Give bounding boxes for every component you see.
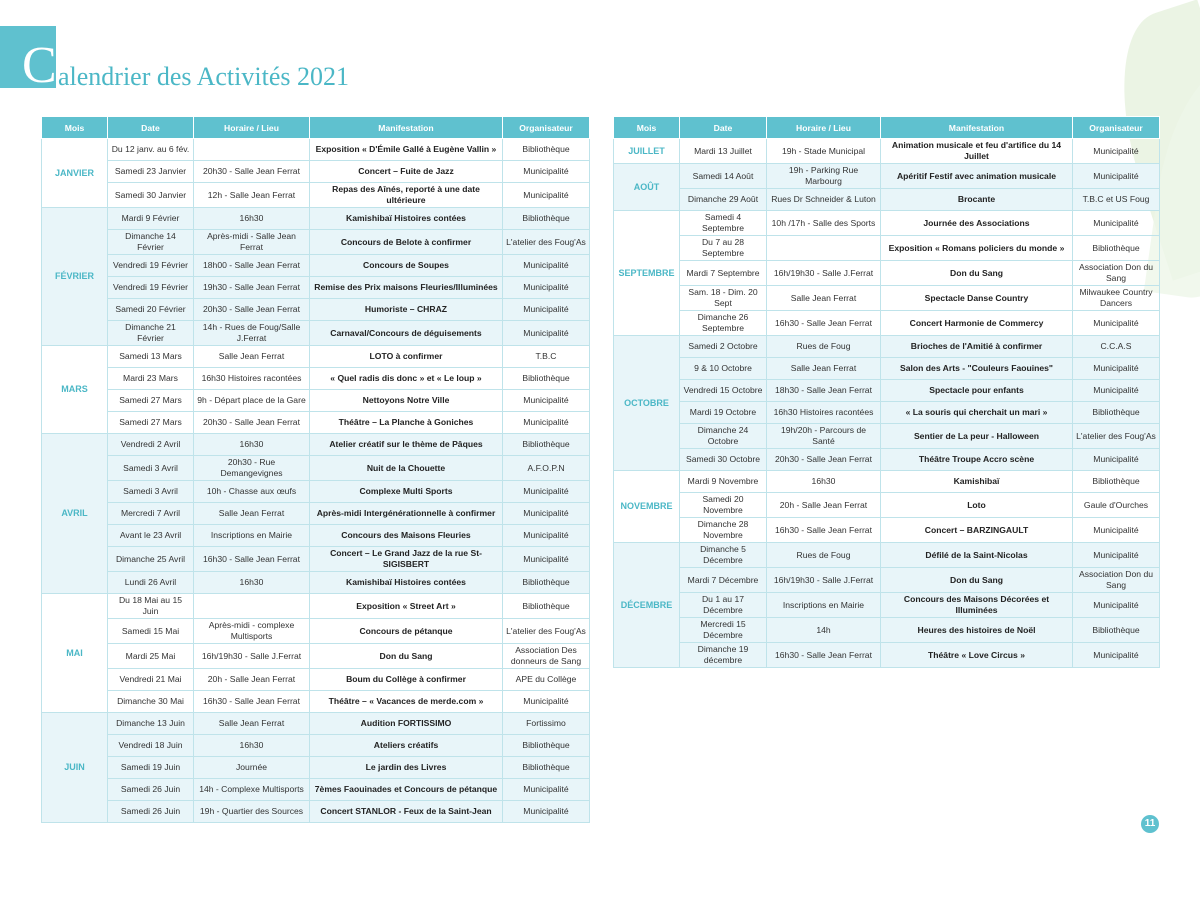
table-row (614, 618, 1160, 643)
calendar-table-right (613, 116, 1160, 668)
time-place-cell: 20h30 - Salle Jean Ferrat (194, 161, 310, 183)
table-row (42, 735, 590, 757)
time-place-cell: Salle Jean Ferrat (767, 286, 881, 311)
date-cell: Vendredi 18 Juin (108, 735, 194, 757)
event-cell: Exposition « D'Émile Gallé à Eugène Vallin » (310, 139, 503, 161)
header-date: Date (108, 117, 194, 139)
header-time-place: Horaire / Lieu (767, 117, 881, 139)
table-row (614, 568, 1160, 593)
date-cell: Mardi 7 Décembre (680, 568, 767, 593)
table-row (42, 299, 590, 321)
table-row (614, 543, 1160, 568)
table-row (614, 402, 1160, 424)
table-row (614, 139, 1160, 164)
date-cell: Samedi 4 Septembre (680, 211, 767, 236)
time-place-cell: 16h30 Histoires racontées (194, 368, 310, 390)
event-cell: Kamishibaï Histoires contées (310, 208, 503, 230)
event-cell: Concours de Belote à confirmer (310, 230, 503, 255)
organizer-cell: T.B.C et US Foug (1073, 189, 1160, 211)
table-row (614, 643, 1160, 668)
date-cell: Samedi 19 Juin (108, 757, 194, 779)
time-place-cell: 10h - Chasse aux œufs (194, 481, 310, 503)
table-row (614, 286, 1160, 311)
time-place-cell: 18h00 - Salle Jean Ferrat (194, 255, 310, 277)
table-row (42, 139, 590, 161)
table-row (42, 713, 590, 735)
event-cell: « La souris qui cherchait un mari » (881, 402, 1073, 424)
organizer-cell: Municipalité (503, 277, 590, 299)
time-place-cell: 14h - Complexe Multisports (194, 779, 310, 801)
month-label: MAI (42, 594, 108, 713)
organizer-cell: Bibliothèque (1073, 236, 1160, 261)
event-cell: Loto (881, 493, 1073, 518)
organizer-cell: Bibliothèque (1073, 402, 1160, 424)
event-cell: Kamishibaï Histoires contées (310, 572, 503, 594)
time-place-cell: 19h - Stade Municipal (767, 139, 881, 164)
date-cell: Dimanche 19 décembre (680, 643, 767, 668)
organizer-cell: Municipalité (503, 183, 590, 208)
month-label: JANVIER (42, 139, 108, 208)
header-time-place: Horaire / Lieu (194, 117, 310, 139)
organizer-cell: Municipalité (1073, 380, 1160, 402)
table-row (42, 481, 590, 503)
date-cell: Du 18 Mai au 15 Juin (108, 594, 194, 619)
header-event: Manifestation (310, 117, 503, 139)
organizer-cell: Bibliothèque (503, 434, 590, 456)
organizer-cell: T.B.C (503, 346, 590, 368)
organizer-cell: L'atelier des Foug'As (1073, 424, 1160, 449)
table-row (42, 547, 590, 572)
event-cell: Carnaval/Concours de déguisements (310, 321, 503, 346)
organizer-cell: Municipalité (503, 503, 590, 525)
time-place-cell: Salle Jean Ferrat (194, 713, 310, 735)
event-cell: Théâtre – « Vacances de merde.com » (310, 691, 503, 713)
title-initial: C (22, 37, 57, 94)
event-cell: Don du Sang (881, 568, 1073, 593)
organizer-cell: Bibliothèque (1073, 618, 1160, 643)
table-row (614, 493, 1160, 518)
table-row (614, 164, 1160, 189)
organizer-cell: Association Don du Sang (1073, 568, 1160, 593)
time-place-cell: 16h30 Histoires racontées (767, 402, 881, 424)
organizer-cell: Municipalité (503, 255, 590, 277)
table-row (614, 261, 1160, 286)
organizer-cell: Municipalité (1073, 311, 1160, 336)
date-cell: Du 12 janv. au 6 fév. (108, 139, 194, 161)
event-cell: « Quel radis dis donc » et « Le loup » (310, 368, 503, 390)
table-row (614, 424, 1160, 449)
table-row (42, 619, 590, 644)
table-row (614, 471, 1160, 493)
time-place-cell: Rues Dr Schneider & Luton (767, 189, 881, 211)
table-row (42, 691, 590, 713)
table-row (42, 594, 590, 619)
event-cell: Kamishibaï (881, 471, 1073, 493)
organizer-cell: Municipalité (1073, 449, 1160, 471)
event-cell: Concert – Le Grand Jazz de la rue St-SIGISBERT (310, 547, 503, 572)
time-place-cell: 14h - Rues de Foug/Salle J.Ferrat (194, 321, 310, 346)
organizer-cell: Bibliothèque (503, 735, 590, 757)
event-cell: Nuit de la Chouette (310, 456, 503, 481)
time-place-cell: Salle Jean Ferrat (194, 503, 310, 525)
organizer-cell: Municipalité (503, 299, 590, 321)
date-cell: Vendredi 15 Octobre (680, 380, 767, 402)
event-cell: Ateliers créatifs (310, 735, 503, 757)
organizer-cell: Bibliothèque (503, 368, 590, 390)
organizer-cell: C.C.A.S (1073, 336, 1160, 358)
date-cell: Dimanche 30 Mai (108, 691, 194, 713)
date-cell: Mardi 25 Mai (108, 644, 194, 669)
table-row (42, 503, 590, 525)
date-cell: Avant le 23 Avril (108, 525, 194, 547)
organizer-cell: Municipalité (503, 481, 590, 503)
organizer-cell: Fortissimo (503, 713, 590, 735)
time-place-cell: 16h30 - Salle Jean Ferrat (767, 311, 881, 336)
event-cell: 7èmes Faouinades et Concours de pétanque (310, 779, 503, 801)
table-row (614, 336, 1160, 358)
event-cell: Salon des Arts - "Couleurs Faouines" (881, 358, 1073, 380)
organizer-cell: Municipalité (1073, 518, 1160, 543)
date-cell: Lundi 26 Avril (108, 572, 194, 594)
table-row (42, 801, 590, 823)
date-cell: Dimanche 5 Décembre (680, 543, 767, 568)
event-cell: Théâtre Troupe Accro scène (881, 449, 1073, 471)
time-place-cell: 16h/19h30 - Salle J.Ferrat (194, 644, 310, 669)
date-cell: Dimanche 29 Août (680, 189, 767, 211)
event-cell: Brocante (881, 189, 1073, 211)
organizer-cell: Municipalité (503, 321, 590, 346)
time-place-cell: 20h - Salle Jean Ferrat (767, 493, 881, 518)
table-row (42, 346, 590, 368)
organizer-cell: A.F.O.P.N (503, 456, 590, 481)
organizer-cell: Municipalité (1073, 593, 1160, 618)
event-cell: Le jardin des Livres (310, 757, 503, 779)
event-cell: Après-midi Intergénérationnelle à confirmer (310, 503, 503, 525)
event-cell: Spectacle pour enfants (881, 380, 1073, 402)
time-place-cell: 16h30 - Salle Jean Ferrat (767, 643, 881, 668)
time-place-cell: 20h30 - Salle Jean Ferrat (767, 449, 881, 471)
table-row (42, 669, 590, 691)
date-cell: Mardi 9 Février (108, 208, 194, 230)
date-cell: Samedi 23 Janvier (108, 161, 194, 183)
organizer-cell: Bibliothèque (503, 572, 590, 594)
date-cell: Vendredi 21 Mai (108, 669, 194, 691)
date-cell: Sam. 18 - Dim. 20 Sept (680, 286, 767, 311)
date-cell: Mardi 13 Juillet (680, 139, 767, 164)
title-text: alendrier des Activités 2021 (58, 62, 349, 91)
organizer-cell: Municipalité (503, 161, 590, 183)
event-cell: Heures des histoires de Noël (881, 618, 1073, 643)
event-cell: Spectacle Danse Country (881, 286, 1073, 311)
event-cell: Remise des Prix maisons Fleuries/Illuminées (310, 277, 503, 299)
date-cell: Samedi 15 Mai (108, 619, 194, 644)
date-cell: Mercredi 15 Décembre (680, 618, 767, 643)
organizer-cell: Municipalité (1073, 164, 1160, 189)
organizer-cell: Bibliothèque (503, 208, 590, 230)
date-cell: Samedi 3 Avril (108, 481, 194, 503)
event-cell: Théâtre « Love Circus » (881, 643, 1073, 668)
organizer-cell: Gaule d'Ourches (1073, 493, 1160, 518)
time-place-cell: Salle Jean Ferrat (194, 346, 310, 368)
date-cell: Mardi 9 Novembre (680, 471, 767, 493)
organizer-cell: L'atelier des Foug'As (503, 230, 590, 255)
month-label: SEPTEMBRE (614, 211, 680, 336)
event-cell: Concert – BARZINGAULT (881, 518, 1073, 543)
event-cell: Repas des Aînés, reporté à une date ultérieure (310, 183, 503, 208)
organizer-cell: Bibliothèque (503, 139, 590, 161)
time-place-cell: 14h (767, 618, 881, 643)
organizer-cell: Municipalité (503, 390, 590, 412)
time-place-cell: Rues de Foug (767, 336, 881, 358)
organizer-cell: Municipalité (503, 691, 590, 713)
time-place-cell: 16h30 - Salle Jean Ferrat (194, 691, 310, 713)
event-cell: Journée des Associations (881, 211, 1073, 236)
time-place-cell: 16h30 - Salle Jean Ferrat (767, 518, 881, 543)
organizer-cell: L'atelier des Foug'As (503, 619, 590, 644)
time-place-cell: 16h30 (194, 572, 310, 594)
table-row (42, 456, 590, 481)
month-label: JUILLET (614, 139, 680, 164)
event-cell: Don du Sang (310, 644, 503, 669)
table-row (614, 236, 1160, 261)
event-cell: Concours de pétanque (310, 619, 503, 644)
month-label: MARS (42, 346, 108, 434)
time-place-cell: 16h30 (767, 471, 881, 493)
date-cell: Samedi 2 Octobre (680, 336, 767, 358)
time-place-cell (194, 594, 310, 619)
organizer-cell: Association Des donneurs de Sang (503, 644, 590, 669)
header-date: Date (680, 117, 767, 139)
table-header-row (614, 117, 1160, 139)
organizer-cell: Municipalité (1073, 139, 1160, 164)
date-cell: Samedi 14 Août (680, 164, 767, 189)
time-place-cell: 20h30 - Rue Demangevignes (194, 456, 310, 481)
table-row (42, 368, 590, 390)
table-row (614, 449, 1160, 471)
table-row (614, 593, 1160, 618)
organizer-cell: Municipalité (1073, 543, 1160, 568)
organizer-cell: Municipalité (503, 412, 590, 434)
time-place-cell: 19h/20h - Parcours de Santé (767, 424, 881, 449)
event-cell: Exposition « Street Art » (310, 594, 503, 619)
date-cell: Samedi 27 Mars (108, 390, 194, 412)
organizer-cell: Municipalité (1073, 643, 1160, 668)
table-header-row (42, 117, 590, 139)
time-place-cell: 16h30 (194, 735, 310, 757)
month-label: DÉCEMBRE (614, 543, 680, 668)
header-month: Mois (42, 117, 108, 139)
month-label: OCTOBRE (614, 336, 680, 471)
table-row (42, 572, 590, 594)
date-cell: 9 & 10 Octobre (680, 358, 767, 380)
date-cell: Vendredi 19 Février (108, 255, 194, 277)
header-event: Manifestation (881, 117, 1073, 139)
event-cell: Boum du Collège à confirmer (310, 669, 503, 691)
date-cell: Vendredi 2 Avril (108, 434, 194, 456)
date-cell: Samedi 3 Avril (108, 456, 194, 481)
time-place-cell: 10h /17h - Salle des Sports (767, 211, 881, 236)
time-place-cell: Après-midi - Salle Jean Ferrat (194, 230, 310, 255)
date-cell: Mardi 23 Mars (108, 368, 194, 390)
organizer-cell: Milwaukee Country Dancers (1073, 286, 1160, 311)
table-row (614, 358, 1160, 380)
table-row (42, 644, 590, 669)
time-place-cell (767, 236, 881, 261)
table-row (42, 525, 590, 547)
event-cell: Brioches de l'Amitié à confirmer (881, 336, 1073, 358)
date-cell: Vendredi 19 Février (108, 277, 194, 299)
organizer-cell: Association Don du Sang (1073, 261, 1160, 286)
organizer-cell: Municipalité (503, 779, 590, 801)
calendar-table-left (41, 116, 590, 823)
time-place-cell: Journée (194, 757, 310, 779)
date-cell: Du 7 au 28 Septembre (680, 236, 767, 261)
organizer-cell: Municipalité (1073, 211, 1160, 236)
event-cell: Nettoyons Notre Ville (310, 390, 503, 412)
event-cell: Concert – Fuite de Jazz (310, 161, 503, 183)
table-row (42, 779, 590, 801)
date-cell: Du 1 au 17 Décembre (680, 593, 767, 618)
event-cell: Concours de Soupes (310, 255, 503, 277)
event-cell: Concours des Maisons Décorées et Illuminées (881, 593, 1073, 618)
time-place-cell: 19h30 - Salle Jean Ferrat (194, 277, 310, 299)
date-cell: Dimanche 14 Février (108, 230, 194, 255)
date-cell: Samedi 20 Novembre (680, 493, 767, 518)
time-place-cell: 16h30 (194, 208, 310, 230)
time-place-cell: 20h30 - Salle Jean Ferrat (194, 412, 310, 434)
event-cell: Atelier créatif sur le thème de Pâques (310, 434, 503, 456)
table-row (614, 311, 1160, 336)
time-place-cell: Après-midi - complexe Multisports (194, 619, 310, 644)
table-row (42, 757, 590, 779)
date-cell: Mercredi 7 Avril (108, 503, 194, 525)
month-label: NOVEMBRE (614, 471, 680, 543)
organizer-cell: Municipalité (503, 801, 590, 823)
event-cell: Sentier de La peur - Halloween (881, 424, 1073, 449)
event-cell: LOTO à confirmer (310, 346, 503, 368)
organizer-cell: Bibliothèque (503, 757, 590, 779)
date-cell: Dimanche 28 Novembre (680, 518, 767, 543)
table-row (42, 434, 590, 456)
time-place-cell: Inscriptions en Mairie (767, 593, 881, 618)
time-place-cell: 16h/19h30 - Salle J.Ferrat (767, 261, 881, 286)
time-place-cell: 19h - Quartier des Sources (194, 801, 310, 823)
date-cell: Samedi 20 Février (108, 299, 194, 321)
time-place-cell: Rues de Foug (767, 543, 881, 568)
time-place-cell (194, 139, 310, 161)
date-cell: Mardi 19 Octobre (680, 402, 767, 424)
organizer-cell: APE du Collège (503, 669, 590, 691)
event-cell: Concert Harmonie de Commercy (881, 311, 1073, 336)
month-label: AOÛT (614, 164, 680, 211)
table-row (42, 390, 590, 412)
event-cell: Exposition « Romans policiers du monde » (881, 236, 1073, 261)
date-cell: Dimanche 25 Avril (108, 547, 194, 572)
table-row (614, 518, 1160, 543)
page-number: 11 (1141, 815, 1159, 833)
time-place-cell: 16h30 (194, 434, 310, 456)
event-cell: Théâtre – La Planche à Goniches (310, 412, 503, 434)
month-label: AVRIL (42, 434, 108, 594)
time-place-cell: 16h30 - Salle Jean Ferrat (194, 547, 310, 572)
event-cell: Apéritif Festif avec animation musicale (881, 164, 1073, 189)
table-row (42, 255, 590, 277)
table-row (42, 208, 590, 230)
time-place-cell: Salle Jean Ferrat (767, 358, 881, 380)
table-row (42, 183, 590, 208)
organizer-cell: Municipalité (503, 547, 590, 572)
event-cell: Audition FORTISSIMO (310, 713, 503, 735)
table-row (42, 277, 590, 299)
event-cell: Don du Sang (881, 261, 1073, 286)
event-cell: Concours des Maisons Fleuries (310, 525, 503, 547)
date-cell: Dimanche 13 Juin (108, 713, 194, 735)
time-place-cell: Inscriptions en Mairie (194, 525, 310, 547)
table-row (614, 380, 1160, 402)
date-cell: Samedi 13 Mars (108, 346, 194, 368)
header-month: Mois (614, 117, 680, 139)
date-cell: Samedi 26 Juin (108, 801, 194, 823)
time-place-cell: 12h - Salle Jean Ferrat (194, 183, 310, 208)
month-label: JUIN (42, 713, 108, 823)
time-place-cell: 19h - Parking Rue Marbourg (767, 164, 881, 189)
table-row (42, 230, 590, 255)
time-place-cell: 20h - Salle Jean Ferrat (194, 669, 310, 691)
time-place-cell: 16h/19h30 - Salle J.Ferrat (767, 568, 881, 593)
date-cell: Dimanche 26 Septembre (680, 311, 767, 336)
time-place-cell: 9h - Départ place de la Gare (194, 390, 310, 412)
event-cell: Complexe Multi Sports (310, 481, 503, 503)
table-row (614, 189, 1160, 211)
organizer-cell: Municipalité (1073, 358, 1160, 380)
date-cell: Samedi 27 Mars (108, 412, 194, 434)
header-organizer: Organisateur (503, 117, 590, 139)
table-row (42, 161, 590, 183)
event-cell: Concert STANLOR - Feux de la Saint-Jean (310, 801, 503, 823)
event-cell: Animation musicale et feu d'artifice du 14 Juillet (881, 139, 1073, 164)
date-cell: Samedi 30 Janvier (108, 183, 194, 208)
date-cell: Dimanche 21 Février (108, 321, 194, 346)
organizer-cell: Municipalité (503, 525, 590, 547)
date-cell: Samedi 26 Juin (108, 779, 194, 801)
event-cell: Humoriste – CHRAZ (310, 299, 503, 321)
table-row (614, 211, 1160, 236)
time-place-cell: 18h30 - Salle Jean Ferrat (767, 380, 881, 402)
month-label: FÉVRIER (42, 208, 108, 346)
date-cell: Dimanche 24 Octobre (680, 424, 767, 449)
date-cell: Samedi 30 Octobre (680, 449, 767, 471)
table-row (42, 321, 590, 346)
organizer-cell: Bibliothèque (1073, 471, 1160, 493)
table-row (42, 412, 590, 434)
time-place-cell: 20h30 - Salle Jean Ferrat (194, 299, 310, 321)
date-cell: Mardi 7 Septembre (680, 261, 767, 286)
organizer-cell: Bibliothèque (503, 594, 590, 619)
event-cell: Défilé de la Saint-Nicolas (881, 543, 1073, 568)
header-organizer: Organisateur (1073, 117, 1160, 139)
